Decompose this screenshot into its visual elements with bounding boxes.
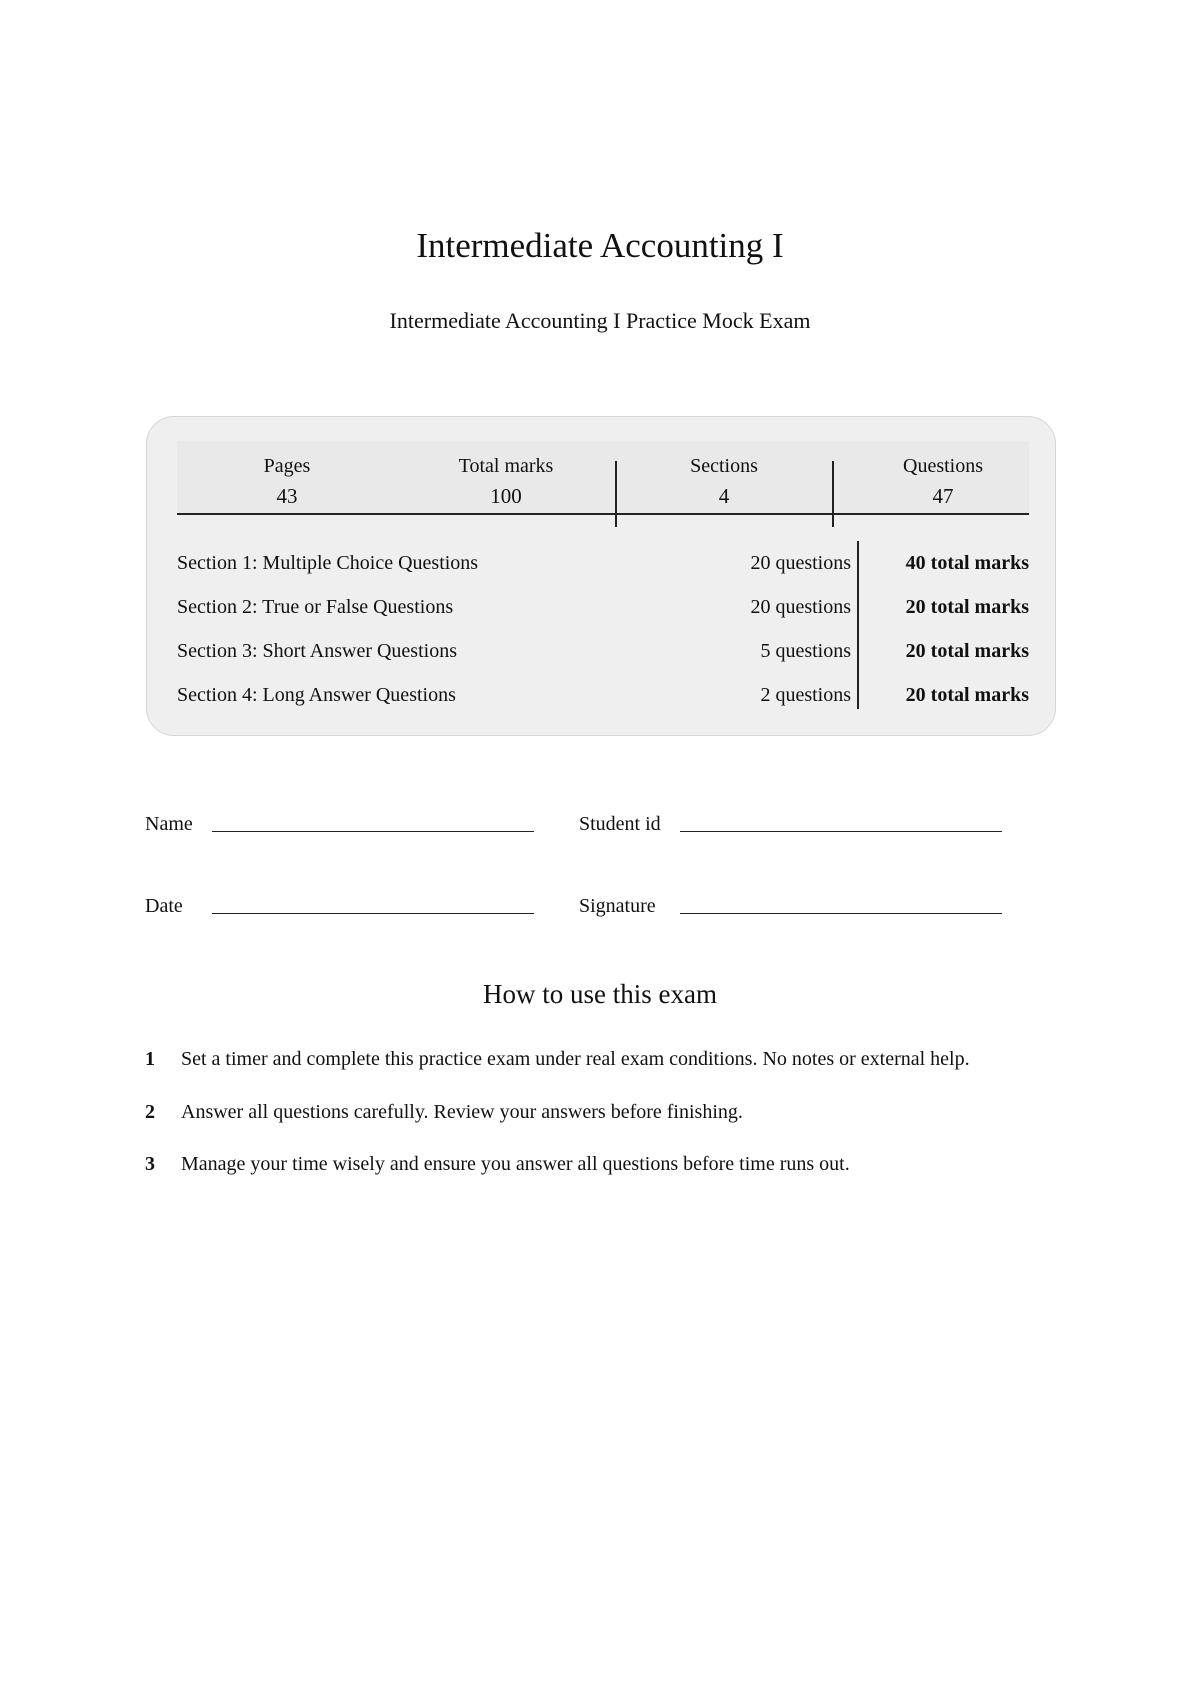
name-label: Name [145,813,193,835]
date-field[interactable] [212,913,534,914]
signature-field[interactable] [680,913,1002,914]
exam-summary-card [146,416,1056,736]
stat-pages [197,451,377,511]
section-marks: 40 total marks [905,552,1029,574]
section-marks: 20 total marks [905,596,1029,618]
section-name: Section 1: Multiple Choice Questions [177,552,479,574]
section-name: Section 2: True or False Questions [177,596,454,618]
stat-pages-label: Pages [263,455,311,477]
stats-band [177,441,1029,515]
stat-questions-label: Questions [903,455,983,477]
howto-number: 3 [145,1153,155,1175]
section-name: Section 4: Long Answer Questions [177,684,456,706]
page-subtitle: Intermediate Accounting I Practice Mock Exam [389,308,811,333]
student-id-field[interactable] [680,831,1002,832]
stat-total-marks-value: 100 [490,484,522,508]
section-question-count: 20 questions [750,552,851,574]
date-label: Date [145,895,183,917]
howto-number: 1 [145,1048,155,1070]
signature-label: Signature [579,895,656,917]
howto-number: 2 [145,1101,155,1123]
stat-questions-value: 47 [932,484,954,508]
section-row [177,548,1029,578]
section-marks: 20 total marks [905,640,1029,662]
section-question-count: 5 questions [760,640,851,662]
stat-sections [634,451,814,511]
howto-text: Manage your time wisely and ensure you answer all questions before time runs out. [181,1153,850,1175]
student-id-label: Student id [579,813,661,835]
howto-heading: How to use this exam [483,979,717,1009]
stat-questions [853,451,1033,511]
section-row [177,680,1029,710]
howto-text: Answer all questions carefully. Review your answers before finishing. [181,1101,743,1123]
stats-divider [615,461,617,527]
stat-sections-label: Sections [690,455,758,477]
section-marks: 20 total marks [905,684,1029,706]
stat-sections-value: 4 [718,484,730,508]
stats-divider [832,461,834,527]
howto-text: Set a timer and complete this practice exam under real exam conditions. No notes or external help. [181,1048,970,1070]
stat-total-marks-label: Total marks [458,455,554,477]
section-question-count: 20 questions [750,596,851,618]
section-question-count: 2 questions [760,684,851,706]
section-name: Section 3: Short Answer Questions [177,640,457,662]
section-row [177,636,1029,666]
stat-pages-value: 43 [276,484,298,508]
section-row [177,592,1029,622]
name-field[interactable] [212,831,534,832]
page-title: Intermediate Accounting I [416,226,784,265]
stat-total-marks [416,451,596,511]
